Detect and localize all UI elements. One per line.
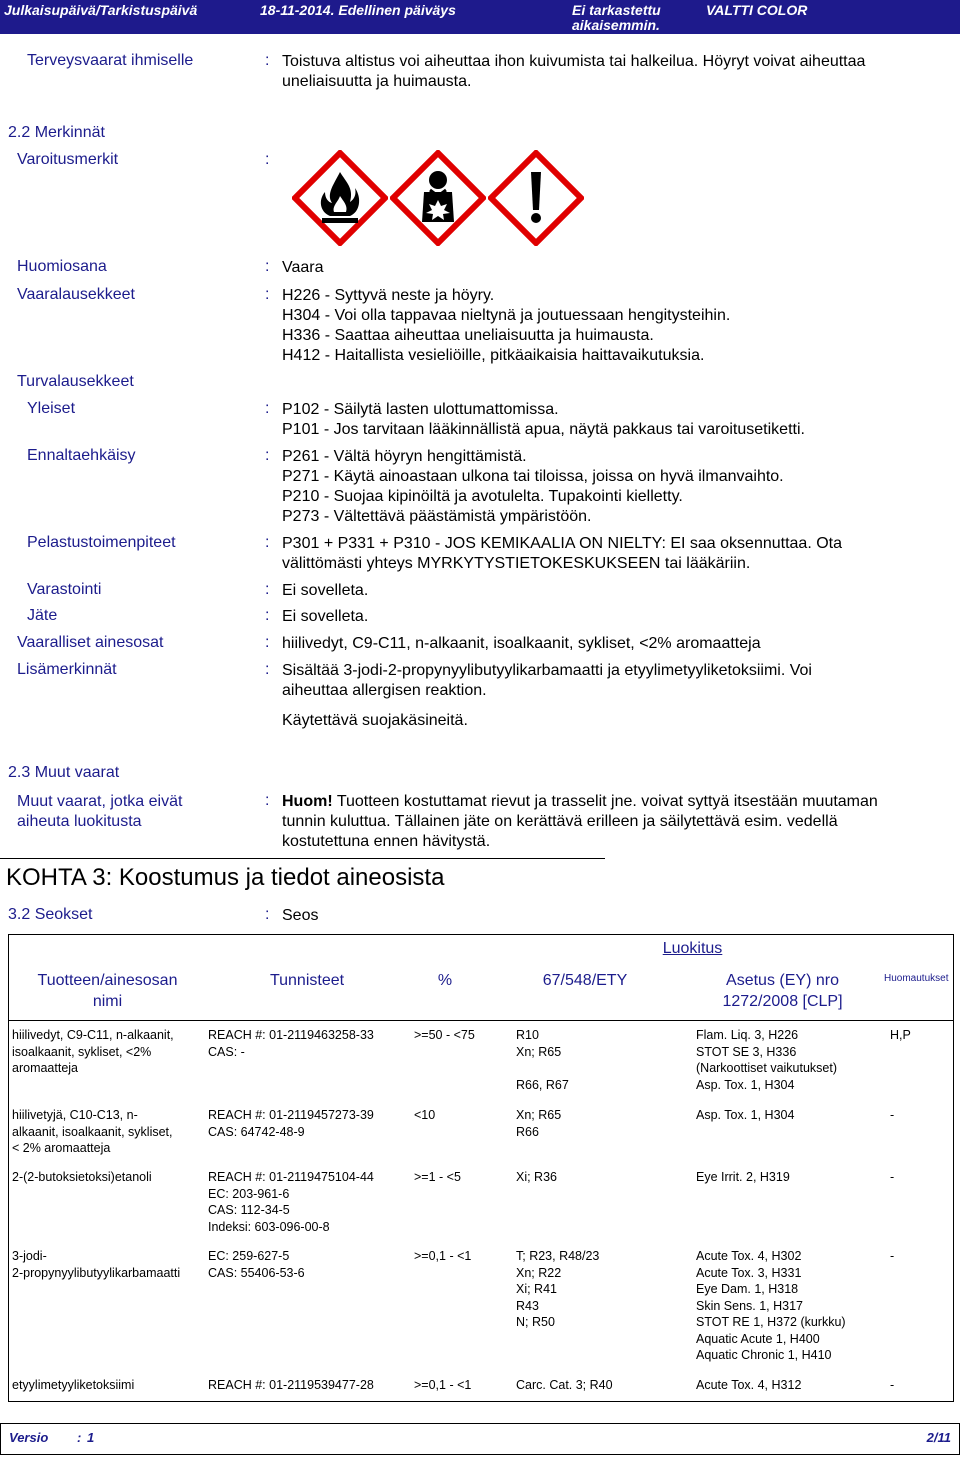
- table-row-ids: [208, 1107, 374, 1140]
- cell-line: < 2% aromaatteja: [12, 1141, 111, 1155]
- health-line-2: uneliaisuutta ja huimausta.: [282, 73, 472, 90]
- hazard-statement: H304 - Voi olla tappavaa nieltynä ja joutuessaan hengitysteihin.: [282, 307, 731, 324]
- response-line: P301 + P331 + P310 - JOS KEMIKAALIA ON NIELTY: EI saa oksennuttaa. Ota: [282, 535, 843, 552]
- version-value: 1: [87, 1430, 95, 1445]
- precaution-statement: P271 - Käytä ainoastaan ulkona tai tiloissa, joissa on hyvä ilmanvaihto.: [282, 468, 784, 485]
- hazardous-components-label: Vaaralliset ainesosat: [17, 634, 164, 651]
- table-row-percent: >=0,1 - <1: [414, 1249, 472, 1263]
- cell-line: CAS: -: [208, 1044, 245, 1059]
- table-row-clp: [696, 1248, 846, 1364]
- header-line: Tuotteen/ainesosan: [37, 972, 178, 989]
- cell-line: STOT SE 3, H336: [696, 1044, 797, 1059]
- section-3-title: KOHTA 3: Koostumus ja tiedot aineosista: [6, 864, 445, 891]
- cell-line: CAS: 64742-48-9: [208, 1124, 305, 1139]
- table-row-clp: [696, 1027, 837, 1093]
- cell-line: Flam. Liq. 3, H226: [696, 1028, 799, 1042]
- cell-line: alkaanit, isoalkaanit, sykliset,: [12, 1124, 173, 1139]
- hazardous-components: hiilivedyt, C9-C11, n-alkaanit, isoalkaanit, sykliset, <2% aromaatteja: [282, 635, 761, 652]
- health-hazard-pictogram: [390, 150, 486, 246]
- health-text: [282, 52, 865, 92]
- precaution-statement: P273 - Vältettävä päästämistä ympäristöön.: [282, 508, 592, 525]
- response-line: välittömästi yhteys MYRKYTYSTIETOKESKUKSEEN tai lääkäriin.: [282, 555, 751, 572]
- table-row-percent: >=0,1 - <1: [414, 1378, 472, 1392]
- page-number: 2/11: [926, 1430, 951, 1445]
- colon: :: [265, 447, 270, 464]
- colon: :: [265, 906, 270, 923]
- other-text-line: Tuotteen kostuttamat rievut ja trasselit jne. voivat syttyä itsestään muutaman: [332, 793, 878, 810]
- brand-name: VALTTI COLOR: [706, 2, 808, 18]
- other-label-line: Muut vaarat, jotka eivät: [17, 793, 183, 810]
- health-line-1: Toistuva altistus voi aiheuttaa ihon kuivumista tai halkeilua. Höyryt voivat aiheuttaa: [282, 53, 866, 70]
- mixtures-value: Seos: [282, 907, 319, 924]
- cell-line: EC: 259-627-5: [208, 1249, 290, 1263]
- colon: :: [265, 581, 270, 598]
- colon: :: [265, 400, 270, 417]
- table-bottom-border: [8, 1401, 954, 1402]
- cell-line: Indeksi: 603-096-00-8: [208, 1219, 330, 1234]
- table-top-border: [8, 934, 954, 935]
- colon: :: [265, 286, 270, 303]
- notes-header: Huomautukset: [884, 973, 949, 984]
- cell-line: Xn; R65: [516, 1044, 562, 1059]
- supplemental-line: Sisältää 3-jodi-2-propynyylibutyylikarbamaatti ja etyylimetyyliketoksiimi. Voi: [282, 662, 812, 679]
- hazard-statements-label: Vaaralausekkeet: [17, 286, 135, 303]
- product-name-header: [10, 970, 205, 1012]
- table-left-border: [8, 934, 9, 1402]
- hazard-statement: H412 - Haitallista vesieliöille, pitkäaikaisia haittavaikutuksia.: [282, 347, 705, 364]
- supplemental-line: aiheuttaa allergisen reaktion.: [282, 682, 487, 699]
- colon: :: [265, 534, 270, 551]
- precaution-statement: P261 - Vältä höyryn hengittämistä.: [282, 448, 527, 465]
- table-row-notes: H,P: [890, 1028, 911, 1042]
- cell-line: Acute Tox. 4, H302: [696, 1249, 802, 1263]
- section-heading-2-3: 2.3 Muut vaarat: [8, 764, 120, 781]
- table-row-eec: [516, 1107, 561, 1140]
- pictograms-label: Varoitusmerkit: [17, 151, 119, 168]
- version-colon: :: [77, 1430, 82, 1445]
- table-row-eec: [516, 1248, 599, 1331]
- colon: :: [265, 258, 270, 275]
- cell-line: T; R23, R48/23: [516, 1249, 600, 1263]
- table-row-name: [12, 1027, 174, 1077]
- hazard-statement: H226 - Syttyvä neste ja höyry.: [282, 287, 495, 304]
- section-divider: [0, 858, 605, 859]
- section-heading-2-2: 2.2 Merkinnät: [8, 124, 105, 141]
- cell-line: CAS: 55406-53-6: [208, 1265, 305, 1280]
- identifiers-header: Tunnisteet: [269, 972, 345, 989]
- prevention-statements: [282, 447, 784, 527]
- general-statements: [282, 400, 805, 440]
- cell-line: (Narkoottiset vaikutukset): [696, 1061, 838, 1075]
- other-hazards-text: [282, 792, 878, 852]
- colon: :: [265, 792, 270, 809]
- cell-line: Eye Dam. 1, H318: [696, 1282, 799, 1296]
- supplemental-text: [282, 661, 812, 701]
- cell-line: R66, R67: [516, 1077, 569, 1092]
- table-row-percent: <10: [414, 1108, 436, 1122]
- colon: :: [265, 52, 270, 69]
- table-row-notes: -: [890, 1108, 895, 1122]
- cell-line: R66: [516, 1124, 539, 1139]
- storage-label: Varastointi: [27, 581, 102, 598]
- cell-line: REACH #: 01-2119463258-33: [208, 1028, 374, 1042]
- health-label: Terveysvaarat ihmiselle: [27, 52, 194, 69]
- disposal-value: Ei sovelleta.: [282, 608, 369, 625]
- eec-header: 67/548/ETY: [542, 972, 628, 989]
- cell-line: EC: 203-961-6: [208, 1186, 290, 1201]
- table-row-notes: -: [890, 1249, 895, 1263]
- cell-line: CAS: 112-34-5: [208, 1203, 290, 1217]
- table-row-clp: Acute Tox. 4, H312: [696, 1378, 802, 1392]
- header-line: nimi: [92, 993, 123, 1010]
- exclamation-pictogram: [488, 150, 584, 246]
- cell-line: Skin Sens. 1, H317: [696, 1298, 804, 1313]
- cell-line: Xi; R41: [516, 1282, 557, 1296]
- other-text-line: kostutettuna ennen hävitystä.: [282, 833, 491, 850]
- cell-line: 3-jodi-: [12, 1249, 47, 1263]
- supplemental-label: Lisämerkinnät: [17, 661, 117, 678]
- other-label-line: aiheuta luokitusta: [17, 813, 142, 830]
- cell-line: Aquatic Acute 1, H400: [696, 1331, 820, 1346]
- cell-line: aromaatteja: [12, 1061, 79, 1075]
- cell-line: hiilivedyt, C9-C11, n-alkaanit,: [12, 1028, 174, 1042]
- other-hazards-label: [17, 792, 182, 832]
- colon: :: [265, 607, 270, 624]
- cell-line: R10: [516, 1028, 539, 1042]
- other-text-line: tunnin kuluttua. Tällainen jäte on kerättävä erilleen ja säilytettävä esim. vedellä: [282, 813, 838, 830]
- cell-line: isoalkaanit, sykliset, <2%: [12, 1044, 152, 1059]
- precaution-statement: P210 - Suojaa kipinöiltä ja avotulelta. Tupakointi kielletty.: [282, 488, 683, 505]
- cell-line: Acute Tox. 3, H331: [696, 1265, 802, 1280]
- hazard-statements: [282, 286, 730, 366]
- table-header-divider: [8, 1020, 954, 1021]
- table-row-name: 2-(2-butoksietoksi)etanoli: [12, 1170, 152, 1184]
- table-row-ids: [208, 1169, 374, 1235]
- version-label: Versio: [9, 1430, 49, 1445]
- table-row-name: [12, 1107, 173, 1157]
- clp-header: [690, 970, 875, 1012]
- date-label: Julkaisupäivä/Tarkistuspäivä: [4, 2, 198, 18]
- cell-line: Aquatic Chronic 1, H410: [696, 1348, 832, 1362]
- percent-header: %: [437, 972, 453, 989]
- page-header: [0, 0, 960, 34]
- table-row-notes: -: [890, 1170, 895, 1184]
- header-line: Asetus (EY) nro: [726, 972, 839, 989]
- cell-line: N; R50: [516, 1315, 555, 1329]
- response-statements: [282, 534, 842, 574]
- cell-line: 2-propynyylibutyylikarbamaatti: [12, 1265, 181, 1280]
- colon: :: [265, 634, 270, 651]
- table-row-notes: -: [890, 1378, 895, 1392]
- table-row-clp: Asp. Tox. 1, H304: [696, 1108, 795, 1122]
- precaution-label: Turvalausekkeet: [17, 373, 134, 390]
- supplemental-line: Käytettävä suojakäsineitä.: [282, 712, 468, 729]
- cell-line: hiilivetyjä, C10-C13, n-: [12, 1108, 138, 1122]
- colon: :: [265, 151, 270, 168]
- cell-line: R43: [516, 1298, 539, 1313]
- page-footer: [0, 1423, 960, 1455]
- table-row-eec: Carc. Cat. 3; R40: [516, 1378, 613, 1392]
- table-right-border: [953, 934, 954, 1402]
- cell-line: Xn; R65: [516, 1108, 562, 1122]
- cell-line: STOT RE 1, H372 (kurkku): [696, 1315, 846, 1329]
- table-row-eec: [516, 1027, 569, 1093]
- table-row-ids: REACH #: 01-2119539477-28: [208, 1378, 374, 1392]
- table-row-ids: [208, 1248, 305, 1281]
- colon: :: [265, 661, 270, 678]
- precaution-statement: P101 - Jos tarvitaan lääkinnällistä apua, näytä pakkaus tai varoitusetiketti.: [282, 421, 805, 438]
- prevention-label: Ennaltaehkäisy: [27, 447, 136, 464]
- not-checked-line1: Ei tarkastettu: [572, 2, 661, 18]
- cell-line: REACH #: 01-2119475104-44: [208, 1170, 374, 1184]
- cell-line: REACH #: 01-2119457273-39: [208, 1108, 374, 1122]
- table-row-eec: Xi; R36: [516, 1170, 557, 1184]
- storage-value: Ei sovelleta.: [282, 582, 369, 599]
- table-row-clp: Eye Irrit. 2, H319: [696, 1170, 790, 1184]
- table-row-percent: >=50 - <75: [414, 1028, 475, 1042]
- mixtures-label: 3.2 Seokset: [8, 906, 93, 923]
- table-row-name: etyylimetyyliketoksiimi: [12, 1378, 135, 1392]
- table-row-name: [12, 1248, 180, 1281]
- response-label: Pelastustoimenpiteet: [27, 534, 176, 551]
- date-value: 18-11-2014. Edellinen päiväys: [260, 2, 456, 18]
- cell-line: Asp. Tox. 1, H304: [696, 1077, 795, 1092]
- flame-pictogram: [292, 150, 388, 246]
- classification-header: Luokitus: [662, 940, 723, 957]
- cell-spacer: [516, 1060, 569, 1077]
- table-row-ids: [208, 1027, 374, 1060]
- general-label: Yleiset: [27, 400, 76, 417]
- not-checked-line2: aikaisemmin.: [572, 17, 660, 33]
- disposal-label: Jäte: [27, 607, 58, 624]
- table-row-percent: >=1 - <5: [414, 1170, 461, 1184]
- notice-label: Huom!: [282, 793, 333, 810]
- precaution-statement: P102 - Säilytä lasten ulottumattomissa.: [282, 401, 559, 418]
- cell-line: Xn; R22: [516, 1265, 562, 1280]
- signal-word: Vaara: [282, 259, 324, 276]
- hazard-statement: H336 - Saattaa aiheuttaa uneliaisuutta ja huimausta.: [282, 327, 654, 344]
- header-line: 1272/2008 [CLP]: [722, 993, 843, 1010]
- signal-word-label: Huomiosana: [17, 258, 107, 275]
